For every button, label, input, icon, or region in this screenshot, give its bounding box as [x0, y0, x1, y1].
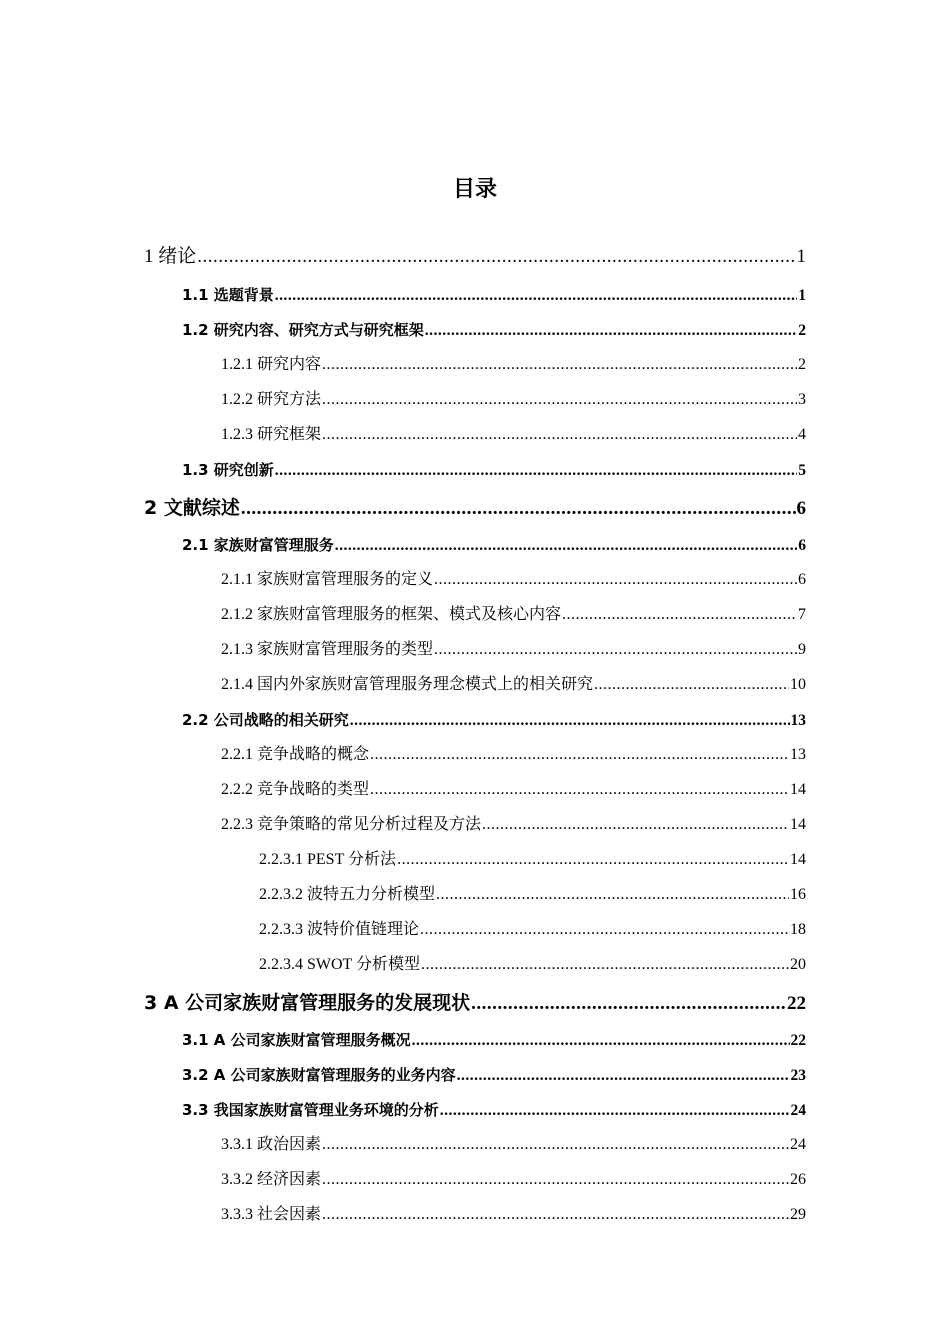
toc-entry-page: 13: [790, 712, 806, 729]
toc-entry-label: 1.2.2 研究方法: [221, 391, 322, 408]
toc-entry[interactable]: [144, 1028, 806, 1053]
toc-entry-page: 23: [790, 1067, 806, 1084]
toc-entry[interactable]: [144, 918, 806, 942]
dot-leader: [370, 778, 789, 802]
toc-entry[interactable]: [144, 813, 806, 837]
toc-entry-page: 22: [790, 1032, 806, 1049]
dot-leader: [471, 992, 786, 1016]
toc-entry[interactable]: [144, 991, 806, 1016]
toc-entry[interactable]: [144, 673, 806, 697]
toc-entry-page: 14: [790, 851, 806, 868]
toc-entry[interactable]: [144, 1133, 806, 1157]
toc-entry[interactable]: [144, 1098, 806, 1123]
toc-entry-label: 2.2.3.3 波特价值链理论: [259, 921, 420, 938]
dot-leader: [420, 918, 789, 942]
page-title: 目录: [452, 177, 497, 202]
toc-entry-page: 6: [798, 537, 806, 554]
toc-entry[interactable]: [144, 1168, 806, 1192]
toc-entry[interactable]: [144, 496, 806, 521]
toc-entry-label: 2.1.1 家族财富管理服务的定义: [221, 571, 434, 588]
toc-entry-page: 5: [798, 462, 806, 479]
toc-entry-page: 6: [798, 571, 806, 588]
toc-entry-label: 3.3.3 社会因素: [221, 1206, 322, 1223]
dot-leader: [322, 388, 797, 412]
toc-entry-label: 2.1.2 家族财富管理服务的框架、模式及核心内容: [221, 606, 562, 623]
toc-entry-label: 1.3 研究创新: [182, 461, 274, 479]
toc-entry-label: 1.1 选题背景: [182, 286, 274, 304]
toc-entry[interactable]: [144, 388, 806, 412]
dot-leader: [322, 423, 797, 447]
toc-entry[interactable]: [144, 423, 806, 447]
toc-entry-page: 1: [798, 287, 806, 304]
toc-entry[interactable]: [144, 778, 806, 802]
toc-entry-page: 13: [790, 746, 806, 763]
dot-leader: [322, 1133, 789, 1157]
toc-entry-label: 1 绪论: [144, 246, 197, 267]
toc-entry-page: 14: [790, 781, 806, 798]
dot-leader: [241, 497, 796, 521]
toc-entry[interactable]: [144, 953, 806, 977]
dot-leader: [434, 568, 797, 592]
toc-entry-label: 3 A 公司家族财富管理服务的发展现状: [144, 992, 471, 1014]
toc-entry-page: 29: [790, 1206, 806, 1223]
toc-entry-page: 6: [796, 498, 806, 519]
dot-leader: [197, 245, 795, 269]
dot-leader: [370, 743, 789, 767]
toc-entry-page: 2: [798, 356, 806, 373]
toc-entry-page: 24: [790, 1136, 806, 1153]
toc-entry[interactable]: [144, 245, 806, 269]
toc-entry-label: 2.2 公司战略的相关研究: [182, 711, 349, 729]
dot-leader: [335, 534, 797, 558]
toc-entry-page: 3: [798, 391, 806, 408]
toc-entry-label: 1.2 研究内容、研究方式与研究框架: [182, 321, 424, 339]
toc-entry[interactable]: [144, 533, 806, 558]
toc-entry-label: 3.2 A 公司家族财富管理服务的业务内容: [182, 1066, 456, 1084]
toc-entry[interactable]: [144, 1203, 806, 1227]
toc-entry-label: 1.2.3 研究框架: [221, 426, 322, 443]
dot-leader: [434, 638, 797, 662]
toc-entry-label: 2.2.3.1 PEST 分析法: [259, 851, 397, 868]
toc-entry-page: 9: [798, 641, 806, 658]
toc-entry-label: 2.2.3.2 波特五力分析模型: [259, 886, 436, 903]
toc-entry[interactable]: [144, 283, 806, 308]
toc-entry-label: 2.2.1 竞争战略的概念: [221, 746, 370, 763]
toc-entry-page: 16: [790, 886, 806, 903]
dot-leader: [440, 1099, 790, 1123]
dot-leader: [397, 848, 789, 872]
toc-entry-page: 14: [790, 816, 806, 833]
dot-leader: [421, 953, 789, 977]
toc-entry[interactable]: [144, 883, 806, 907]
toc-entry-label: 1.2.1 研究内容: [221, 356, 322, 373]
toc-entry-page: 2: [798, 322, 806, 339]
toc-entry-label: 2 文献综述: [144, 497, 240, 519]
toc-entry-label: 3.1 A 公司家族财富管理服务概况: [182, 1031, 411, 1049]
dot-leader: [594, 673, 789, 697]
toc-entry-page: 1: [796, 246, 806, 267]
toc-entry[interactable]: [144, 638, 806, 662]
toc-entry-page: 7: [798, 606, 806, 623]
dot-leader: [275, 459, 797, 483]
toc-entry[interactable]: [144, 353, 806, 377]
dot-leader: [275, 284, 797, 308]
dot-leader: [425, 319, 797, 343]
toc-entry-label: 2.1.4 国内外家族财富管理服务理念模式上的相关研究: [221, 676, 594, 693]
toc-entry[interactable]: [144, 708, 806, 733]
dot-leader: [322, 353, 797, 377]
dot-leader: [457, 1064, 790, 1088]
toc-entry[interactable]: [144, 743, 806, 767]
toc-entry-label: 3.3 我国家族财富管理业务环境的分析: [182, 1101, 439, 1119]
toc-entry[interactable]: [144, 318, 806, 343]
toc-entry-page: 10: [790, 676, 806, 693]
toc-entry[interactable]: [144, 458, 806, 483]
dot-leader: [412, 1029, 790, 1053]
dot-leader: [322, 1203, 789, 1227]
toc-entry[interactable]: [144, 848, 806, 872]
toc-entry-page: 24: [790, 1102, 806, 1119]
toc-entry-label: 2.2.3 竞争策略的常见分析过程及方法: [221, 816, 482, 833]
toc-entry-label: 2.1.3 家族财富管理服务的类型: [221, 641, 434, 658]
dot-leader: [436, 883, 789, 907]
dot-leader: [482, 813, 789, 837]
toc-entry-page: 26: [790, 1171, 806, 1188]
toc-entry[interactable]: [144, 1063, 806, 1088]
toc-entry-page: 22: [787, 993, 806, 1014]
toc-entry-label: 2.2.3.4 SWOT 分析模型: [259, 956, 421, 973]
toc-entry-page: 18: [790, 921, 806, 938]
toc-entry[interactable]: [144, 568, 806, 592]
toc-entry-label: 3.3.2 经济因素: [221, 1171, 322, 1188]
toc-entry-label: 2.1 家族财富管理服务: [182, 536, 334, 554]
toc-entry-page: 20: [790, 956, 806, 973]
dot-leader: [322, 1168, 789, 1192]
toc-entry-page: 4: [798, 426, 806, 443]
toc-entry-label: 2.2.2 竞争战略的类型: [221, 781, 370, 798]
dot-leader: [562, 603, 797, 627]
toc-entry-label: 3.3.1 政治因素: [221, 1136, 322, 1153]
toc-entry[interactable]: [144, 603, 806, 627]
dot-leader: [350, 709, 790, 733]
